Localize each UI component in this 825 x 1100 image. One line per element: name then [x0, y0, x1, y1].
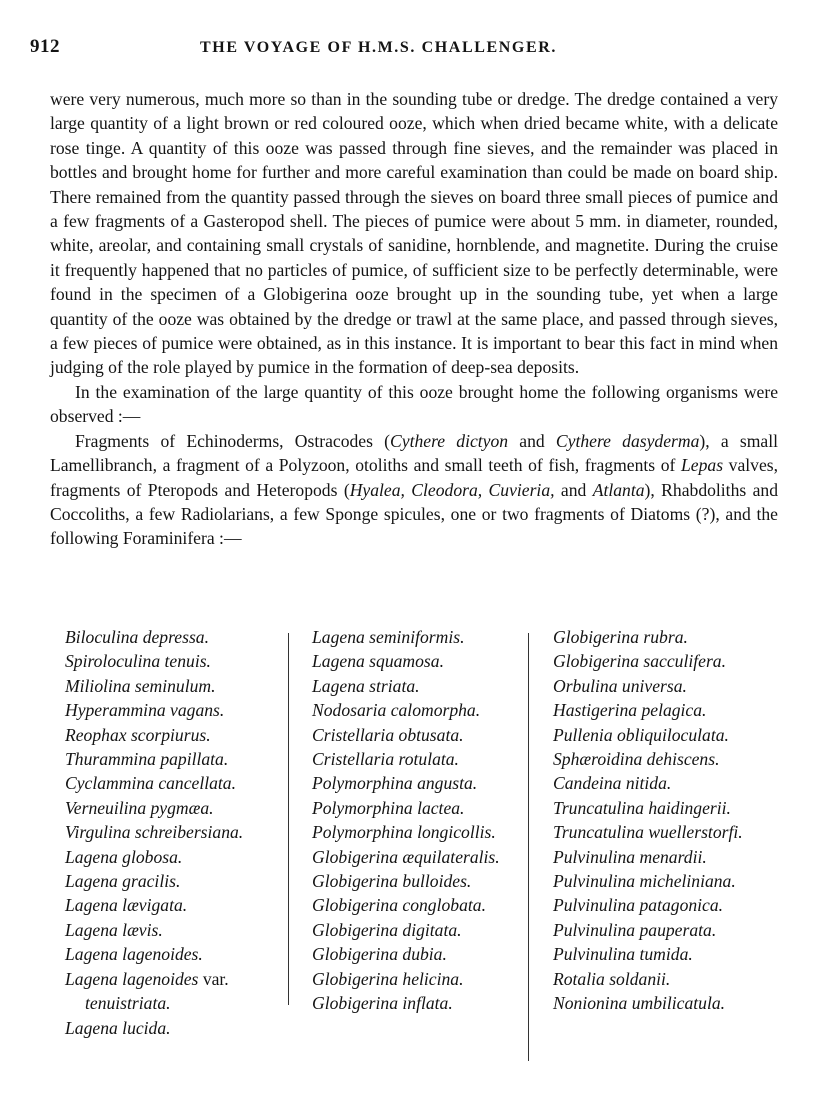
foraminifera-list	[60, 625, 790, 1065]
page-number: 912	[30, 36, 60, 57]
text-run: valves, fragments of Pteropods and Heteropods (	[50, 455, 778, 500]
text-run: Fragments of Echinoderms, Ostracodes (	[75, 430, 391, 451]
species-entry: Truncatulina wuellerstorfi.	[553, 822, 743, 843]
page-header	[30, 36, 780, 64]
species-entry: Verneuilina pygmæa.	[65, 797, 214, 818]
body-text	[50, 87, 778, 551]
species-entry	[65, 967, 290, 1016]
species-entry: Spiroloculina tenuis.	[65, 651, 211, 672]
variety-abbrev: var.	[202, 968, 229, 989]
column-divider	[528, 633, 529, 1061]
species-entry: Miliolina seminulum.	[65, 675, 216, 696]
species-entry: Lagena lævis.	[65, 919, 163, 940]
text-run: ), Rhabdoliths and Coccoliths, a few Radiolarians, a few Sponge spicules, one or two fragments of Diatoms (?), and the following Foraminifera :—	[50, 479, 779, 549]
species-entry: Lagena squamosa.	[312, 651, 444, 672]
species-entry: Orbulina universa.	[553, 675, 687, 696]
species-name: Lagena lagenoides	[65, 968, 199, 989]
species-entry: Nodosaria calomorpha.	[312, 700, 481, 721]
species-entry: Lagena globosa.	[65, 846, 183, 867]
text-run: and	[508, 430, 556, 451]
species-entry: Globigerina æquilateralis.	[312, 846, 500, 867]
species-entry: Rotalia soldanii.	[553, 968, 671, 989]
species-entry: Hastigerina pelagica.	[553, 700, 707, 721]
foraminifera-column-2	[312, 625, 537, 1016]
foraminifera-column-1	[65, 625, 290, 1040]
species-entry: Lagena lagenoides.	[65, 944, 203, 965]
species-entry: Globigerina inflata.	[312, 993, 453, 1014]
text-run: and	[554, 479, 593, 500]
species-entry: Thurammina papillata.	[65, 749, 229, 770]
taxon-name: Cythere dasyderma	[555, 430, 700, 451]
species-entry: Globigerina sacculifera.	[553, 651, 726, 672]
column-divider	[288, 633, 289, 1005]
foraminifera-column-3	[553, 625, 783, 1016]
species-entry: Cristellaria rotulata.	[312, 749, 459, 770]
species-entry: Cristellaria obtusata.	[312, 724, 464, 745]
species-entry: Lagena lucida.	[65, 1017, 171, 1038]
species-entry: Nonionina umbilicatula.	[553, 993, 726, 1014]
species-entry: Globigerina dubia.	[312, 944, 447, 965]
taxon-name: Cythere dictyon	[390, 430, 509, 451]
paragraph-organisms-intro: In the examination of the large quantity of this ooze brought home the following organisms were observed :—	[50, 381, 778, 427]
paragraph-organisms-list	[50, 429, 778, 551]
species-entry: Pulvinulina patagonica.	[553, 895, 724, 916]
species-entry: Pulvinulina menardii.	[553, 846, 707, 867]
species-entry: Globigerina helicina.	[312, 968, 464, 989]
species-entry: Pulvinulina micheliniana.	[553, 871, 736, 892]
species-entry: Pulvinulina pauperata.	[553, 919, 717, 940]
variety-name: tenuistriata.	[85, 993, 171, 1014]
taxon-name: Atlanta	[592, 479, 645, 500]
running-title: THE VOYAGE OF H.M.S. CHALLENGER.	[200, 39, 558, 56]
species-entry: Truncatulina haidingerii.	[553, 797, 731, 818]
species-entry: Pulvinulina tumida.	[553, 944, 693, 965]
species-entry: Polymorphina angusta.	[312, 773, 478, 794]
species-entry: Cyclammina cancellata.	[65, 773, 237, 794]
species-entry: Biloculina depressa.	[65, 627, 209, 647]
species-entry: Lagena striata.	[312, 675, 420, 696]
species-entry: Globigerina conglobata.	[312, 895, 486, 916]
species-entry: Globigerina rubra.	[553, 627, 688, 647]
species-entry: Lagena seminiformis.	[312, 627, 465, 647]
species-entry: Pullenia obliquiloculata.	[553, 724, 729, 745]
species-entry: Globigerina digitata.	[312, 919, 462, 940]
paragraph-pumice: were very numerous, much more so than in the sounding tube or dredge. The dredge contained a very large quantity of a light brown or red coloured ooze, which when dried became white, with a delicate rose tinge. A quantity of this ooze was passed through fine sieves, and the remainder was placed in bottles and brought home for further and more careful examination than could be made on board ship. There remained from the quantity passed through the sieves on board three small pieces of pumice and a few fragments of a Gasteropod shell. The pieces of pumice were about 5 mm. in diameter, rounded, white, areolar, and containing small crystals of sanidine, hornblende, and magnetite. During the cruise it frequently happened that no particles of pumice, of sufficient size to be perfectly determinable, were found in the specimen of a Globigerina ooze brought up in the sounding tube, yet when a large quantity of the ooze was obtained by the dredge or trawl at the same place, and passed through sieves, a few pieces of pumice were obtained, as in this instance. It is important to bear this fact in mind when judging of the role played by pumice in the formation of deep-sea deposits.	[50, 89, 778, 378]
species-entry: Lagena gracilis.	[65, 871, 181, 892]
taxon-name: Hyalea, Cleodora, Cuvieria,	[349, 479, 555, 500]
species-entry: Polymorphina longicollis.	[312, 822, 496, 843]
species-entry: Lagena lævigata.	[65, 895, 188, 916]
species-entry: Globigerina bulloides.	[312, 871, 472, 892]
species-entry: Hyperammina vagans.	[65, 700, 225, 721]
species-entry: Candeina nitida.	[553, 773, 672, 794]
species-entry: Reophax scorpiurus.	[65, 724, 211, 745]
text-run: ), a small Lamellibranch, a fragment of a Polyzoon, otoliths and small teeth of fish, fragments of	[50, 430, 778, 476]
species-entry: Virgulina schreibersiana.	[65, 822, 244, 843]
species-entry: Polymorphina lactea.	[312, 797, 465, 818]
species-entry: Sphæroidina dehiscens.	[553, 749, 720, 770]
taxon-name: Lepas	[681, 455, 724, 476]
